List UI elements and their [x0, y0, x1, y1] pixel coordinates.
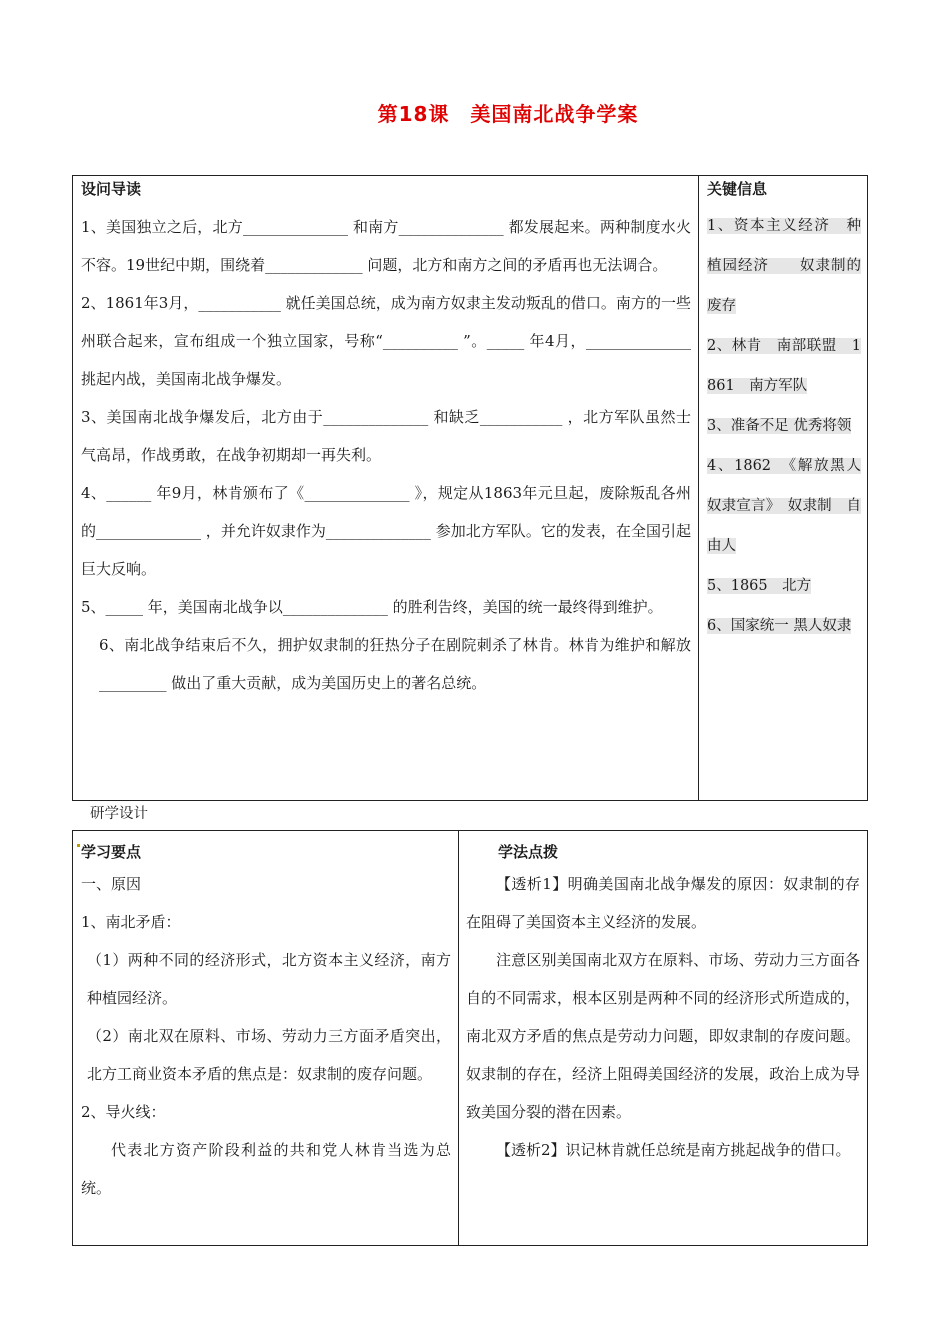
point-subitem: （1）两种不同的经济形式，北方资本主义经济，南方种植园经济。	[87, 951, 451, 1007]
study-points-header: 学习要点	[81, 843, 142, 861]
section-heading: 一、原因	[81, 875, 142, 893]
question-item: 5、_____ 年，美国南北战争以______________ 的胜利告终，美国的统一最终得到维护。	[81, 598, 663, 616]
section-note: 研学设计	[90, 806, 148, 822]
key-info-item	[707, 566, 861, 606]
key-info-text: 5、1865 北方	[707, 578, 812, 594]
point-subitem: （2）南北双在原料、市场、劳动力三方面矛盾突出，北方工商业资本矛盾的焦点是：奴隶制的废存问题。	[87, 1027, 451, 1083]
key-info-text: 3、准备不足 优秀将领	[707, 418, 852, 434]
key-info-item	[707, 326, 861, 406]
key-info-column	[707, 176, 861, 646]
study-tips-column	[466, 839, 860, 1169]
point-item: 1、南北矛盾：	[81, 913, 181, 931]
column-divider	[458, 831, 459, 1245]
question-item: 1、美国独立之后，北方______________ 和南方______________ 都发展起来。两种制度水火不容。19世纪中期，围绕着_____________ 问题，北方和南方之间的矛盾再也无法调合。	[81, 218, 691, 274]
question-item: 3、美国南北战争爆发后，北方由于______________ 和缺乏___________ ，北方军队虽然士气高昂，作战勇敢，在战争初期却一再失利。	[81, 408, 691, 464]
point-subitem: 代表北方资产阶段利益的共和党人林肯当选为总统。	[81, 1141, 451, 1197]
guide-table	[72, 175, 868, 801]
study-points-column	[81, 839, 451, 1207]
page-title: 第18课 美国南北战争学案	[377, 102, 639, 126]
guide-column	[81, 176, 691, 702]
point-item: 2、导火线：	[81, 1103, 166, 1121]
key-info-item	[707, 606, 861, 646]
tip-paragraph: 【透析2】识记林肯就任总统是南方挑起战争的借口。	[496, 1141, 851, 1159]
study-points-header-row	[81, 839, 451, 865]
key-info-item	[707, 446, 861, 566]
question-item: 6、南北战争结束后不久，拥护奴隶制的狂热分子在剧院刺杀了林肯。林肯为维护和解放_________ 做出了重大贡献，成为美国历史上的著名总统。	[99, 636, 691, 692]
question-item: 2、1861年3月，___________ 就任美国总统，成为南方奴隶主发动叛乱的借口。南方的一些州联合起来，宣布组成一个独立国家，号称“__________ ”。_____ 年4月，______________ 挑起内战，美国南北战争爆发。	[81, 294, 691, 388]
key-info-list	[707, 206, 861, 646]
key-info-text: 4、1862 《解放黑人奴隶宣言》 奴隶制 自由人	[707, 458, 861, 554]
key-info-text: 2、林肯 南部联盟 1861 南方军队	[707, 338, 861, 394]
key-info-item	[707, 206, 861, 326]
study-table	[72, 830, 868, 1246]
tip-paragraph: 注意区别美国南北双方在原料、市场、劳动力三方面各自的不同需求，根本区别是两种不同的经济形式所造成的，南北双方矛盾的焦点是劳动力问题，即奴隶制的存废问题。奴隶制的存在，经济上阻碍美国经济的发展，政治上成为导致美国分裂的潜在因素。	[466, 951, 860, 1121]
marker-dot	[77, 844, 80, 847]
key-info-text: 1、资本主义经济 种植园经济 奴隶制的废存	[707, 218, 861, 314]
guide-header: 设问导读	[81, 180, 142, 198]
key-info-header: 关键信息	[707, 180, 768, 198]
tip-paragraph: 【透析1】明确美国南北战争爆发的原因：奴隶制的存在阻碍了美国资本主义经济的发展。	[466, 875, 860, 931]
question-list	[81, 208, 691, 702]
question-item: 4、______ 年9月，林肯颁布了《______________ 》，规定从1863年元旦起，废除叛乱各州的______________ ，并允许奴隶作为______________ 参加北方军队。它的发表，在全国引起巨大反响。	[81, 484, 691, 578]
column-divider	[698, 176, 699, 800]
study-tips-header: 学法点拨	[498, 843, 559, 861]
key-info-item	[707, 406, 861, 446]
key-info-text: 6、国家统一 黑人奴隶	[707, 618, 852, 634]
